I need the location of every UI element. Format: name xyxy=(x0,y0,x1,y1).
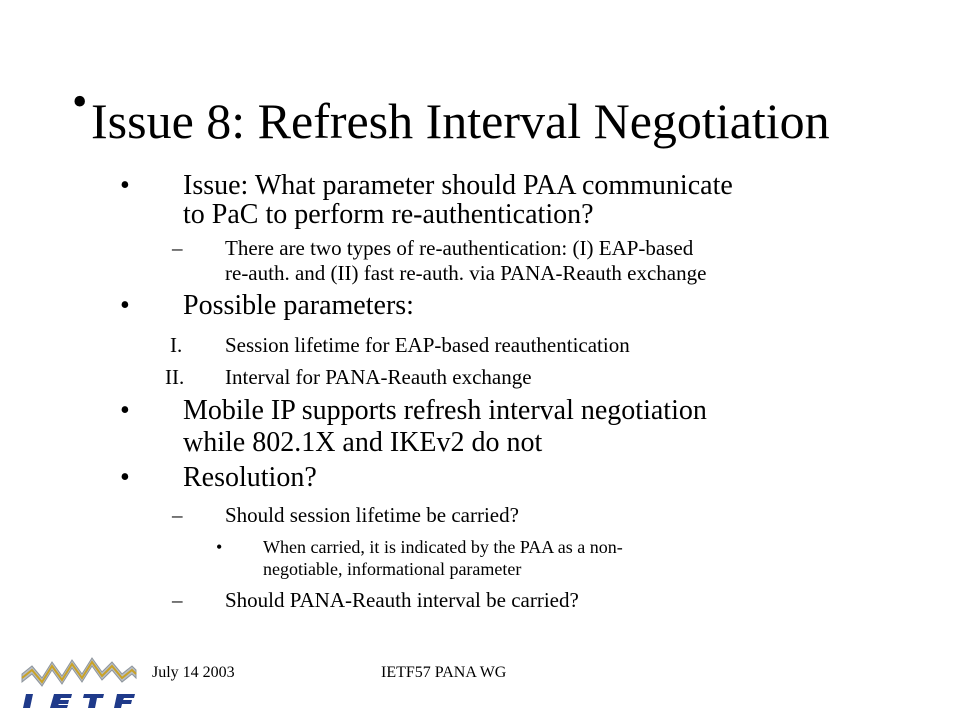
numbered-item-text: Session lifetime for EAP-based reauthentication xyxy=(225,333,630,357)
bullet-text: Mobile IP supports refresh interval negotiation xyxy=(183,395,707,426)
bullet-marker: • xyxy=(120,395,130,426)
bullet-text: to PaC to perform re-authentication? xyxy=(183,199,594,230)
slide-title: Issue 8: Refresh Interval Negotiation xyxy=(91,93,830,149)
sub-sub-bullet-marker: • xyxy=(216,537,223,557)
numbered-marker: I. xyxy=(170,333,183,357)
ietf-logo-icon xyxy=(20,650,138,712)
sub-bullet-text: Should session lifetime be carried? xyxy=(225,503,519,527)
footer-title: IETF57 PANA WG xyxy=(381,664,507,681)
bullet-text: while 802.1X and IKEv2 do not xyxy=(183,427,543,458)
bullet-text: Possible parameters: xyxy=(183,290,414,321)
sub-bullet-text: Should PANA-Reauth interval be carried? xyxy=(225,588,579,612)
bullet-text: Issue: What parameter should PAA communicate xyxy=(183,170,733,201)
sub-bullet-text: There are two types of re-authentication: (I) EAP-based xyxy=(225,236,694,260)
dash-marker: – xyxy=(172,588,183,612)
bullet-marker: • xyxy=(120,170,130,201)
bullet-text: Resolution? xyxy=(183,462,317,493)
sub-bullet-text: re-auth. and (II) fast re-auth. via PANA-Reauth exchange xyxy=(225,261,707,285)
dash-marker: – xyxy=(172,503,183,527)
ietf-logo xyxy=(20,650,138,712)
dash-marker: – xyxy=(172,236,183,260)
sub-sub-bullet-text: negotiable, informational parameter xyxy=(263,559,522,579)
bullet-marker: • xyxy=(120,290,130,321)
numbered-marker: II. xyxy=(165,365,185,389)
title-bullet: • xyxy=(72,77,88,126)
bullet-marker: • xyxy=(120,462,130,493)
numbered-item-text: Interval for PANA-Reauth exchange xyxy=(225,365,532,389)
footer-date: July 14 2003 xyxy=(152,664,235,681)
sub-sub-bullet-text: When carried, it is indicated by the PAA as a non- xyxy=(263,537,623,557)
